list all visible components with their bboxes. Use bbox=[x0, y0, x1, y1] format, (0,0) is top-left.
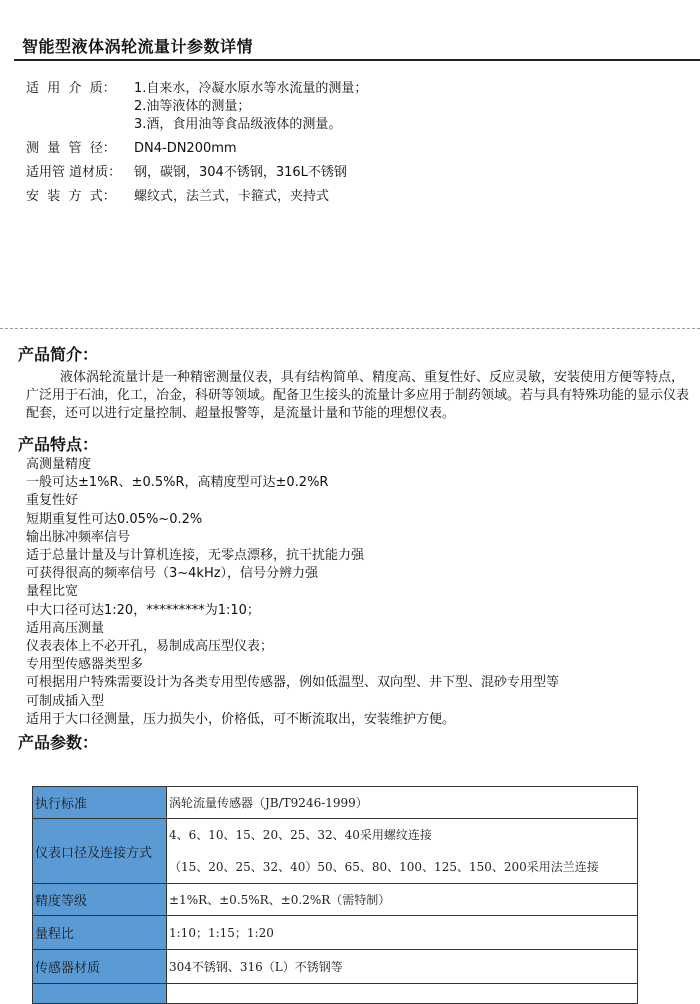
param-key: 精度等级 bbox=[33, 884, 167, 916]
feature-line: 可获得很高的频率信号（3~4kHz），信号分辨力强 bbox=[26, 566, 319, 582]
param-value bbox=[167, 984, 638, 1004]
spec-label: 适 用 介 质： bbox=[26, 81, 116, 96]
feature-line: 重复性好 bbox=[26, 493, 79, 509]
param-value-line: （15、20、25、32、40）50、65、80、100、125、150、200采用法兰连接 bbox=[169, 860, 599, 874]
feature-line: 适用高压测量 bbox=[26, 620, 105, 636]
feature-line: 仪表表体上不必开孔，易制成高压型仪表； bbox=[26, 639, 274, 655]
feature-line: 输出脉冲频率信号 bbox=[26, 529, 131, 545]
feature-line: 量程比宽 bbox=[26, 584, 79, 600]
table-row bbox=[33, 984, 638, 1004]
param-value: 涡轮流量传感器（JB/T9246-1999） bbox=[167, 787, 638, 819]
spec-value-line: 2.油等液体的测量； bbox=[134, 99, 251, 114]
spec-value-line: 1.自来水，冷凝水原水等水流量的测量； bbox=[134, 81, 368, 96]
table-row bbox=[33, 884, 638, 916]
param-value-line: 4、6、10、15、20、25、32、40采用螺纹连接 bbox=[169, 828, 432, 842]
feature-line: 适用于大口径测量，压力损失小，价格低，可不断流取出，安装维护方便。 bbox=[26, 711, 456, 727]
spec-row-pipe-material bbox=[26, 164, 367, 182]
spec-value: DN4-DN200mm bbox=[134, 141, 237, 156]
table-row bbox=[33, 819, 638, 884]
param-key: 量程比 bbox=[33, 916, 167, 950]
spec-row-medium bbox=[26, 80, 367, 134]
section-divider bbox=[0, 328, 700, 329]
table-row bbox=[33, 916, 638, 950]
spec-label: 安 装 方 式： bbox=[26, 189, 116, 204]
param-value bbox=[167, 819, 638, 884]
feature-line: 可根据用户特殊需要设计为各类专用型传感器，例如低温型、双向型、井下型、混砂专用型等 bbox=[26, 675, 560, 691]
title-divider bbox=[14, 59, 700, 61]
spec-row-diameter bbox=[26, 140, 367, 158]
feature-line: 短期重复性可达0.05%~0.2% bbox=[26, 511, 203, 527]
spec-value-line: 3.酒，食用油等食品级液体的测量。 bbox=[134, 117, 342, 132]
intro-paragraph: 液体涡轮流量计是一种精密测量仪表，具有结构简单、精度高、重复性好、反应灵敏，安装使用方便等特点，广泛用于石油，化工，冶金，科研等领域。配备卫生接头的流量计多应用于制药领域。若与具有特殊功能的显示仪表配套，还可以进行定量控制、超量报警等，是流量计量和节能的理想仪表。 bbox=[26, 370, 690, 421]
feature-line: 中大口径可达1:20，*********为1:10； bbox=[26, 602, 260, 618]
feature-line: 可制成插入型 bbox=[26, 693, 105, 709]
spec-value: 钢，碳钢，304不锈钢，316L不锈钢 bbox=[134, 165, 347, 180]
feature-line: 一般可达±1%R、±0.5%R，高精度型可达±0.2%R bbox=[26, 475, 329, 491]
param-key: 仪表口径及连接方式 bbox=[33, 819, 167, 884]
spec-list bbox=[26, 80, 367, 206]
param-value: 1:10；1:15；1:20 bbox=[167, 916, 638, 950]
features-heading: 产品特点： bbox=[18, 435, 99, 454]
page-title: 智能型液体涡轮流量计参数详情 bbox=[22, 37, 254, 56]
spec-label: 测 量 管 径： bbox=[26, 141, 116, 156]
spec-value bbox=[134, 80, 367, 134]
feature-line: 适于总量计量及与计算机连接，无零点漂移，抗干扰能力强 bbox=[26, 548, 365, 564]
feature-list bbox=[26, 456, 559, 729]
param-key: 传感器材质 bbox=[33, 950, 167, 984]
intro-heading: 产品简介： bbox=[18, 345, 99, 364]
param-key bbox=[33, 984, 167, 1004]
param-value: ±1%R、±0.5%R、±0.2%R（需特制） bbox=[167, 884, 638, 916]
spec-row-installation bbox=[26, 188, 367, 206]
param-value: 304不锈钢、316（L）不锈钢等 bbox=[167, 950, 638, 984]
table-row bbox=[33, 787, 638, 819]
feature-line: 专用型传感器类型多 bbox=[26, 657, 144, 673]
params-table bbox=[32, 786, 638, 1004]
param-key: 执行标准 bbox=[33, 787, 167, 819]
feature-line: 高测量精度 bbox=[26, 457, 92, 472]
table-row bbox=[33, 950, 638, 984]
spec-value: 螺纹式，法兰式，卡箍式，夹持式 bbox=[134, 189, 330, 204]
params-heading: 产品参数： bbox=[18, 733, 99, 752]
spec-label: 适用管 道材质： bbox=[26, 165, 122, 180]
